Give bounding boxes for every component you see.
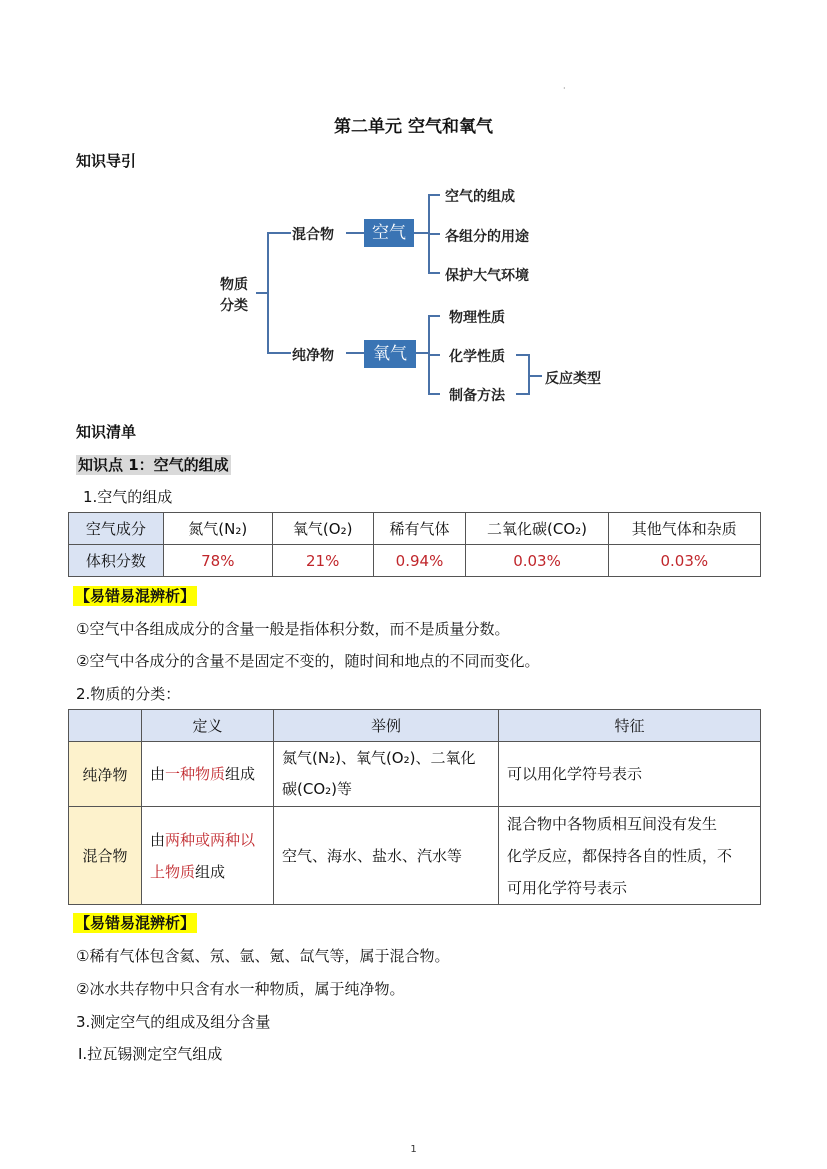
row-header-pure: 纯净物 (69, 742, 142, 807)
sub3-heading: 3.测定空气的组成及组分含量 (76, 1013, 271, 1031)
tip2-line2: ②冰水共存物中只含有水一种物质，属于纯净物。 (76, 980, 405, 998)
table-cell: 78% (163, 545, 272, 577)
table-cell: 其他气体和杂质 (608, 513, 760, 545)
air-composition-table (68, 512, 761, 577)
mixture-label: 混合物 (292, 227, 334, 243)
diagram-root (220, 275, 248, 317)
air-item-uses: 各组分的用途 (445, 229, 529, 245)
header-dot: · (563, 84, 566, 93)
oxygen-tick-3 (428, 393, 440, 395)
table-cell: 稀有气体 (373, 513, 466, 545)
point1-label: 知识点 1：空气的组成 (78, 456, 229, 474)
tip-label-2: 【易错易混辨析】 (75, 914, 196, 932)
table-row (69, 545, 761, 577)
table-cell: 0.03% (608, 545, 760, 577)
table-row (69, 710, 761, 742)
oxygen-connector (416, 352, 428, 354)
reaction-tick-1 (516, 354, 528, 356)
tip-label-1: 【易错易混辨析】 (75, 587, 196, 605)
table-cell: 0.03% (466, 545, 608, 577)
table-cell: 21% (272, 545, 373, 577)
table-header-cell: 体积分数 (69, 545, 164, 577)
mixture-example: 空气、海水、盐水、汽水等 (274, 807, 499, 905)
air-tick-2 (428, 233, 440, 235)
def-highlight: 一种物质 (165, 765, 226, 783)
tip1-line2: ②空气中各成分的含量不是固定不变的，随时间和地点的不同而变化。 (76, 652, 540, 670)
table-cell: 氧气(O₂) (272, 513, 373, 545)
mixture-branch (267, 232, 291, 234)
tip2-line1: ①稀有气体包含氦、氖、氩、氪、氙气等，属于混合物。 (76, 947, 450, 965)
pure-feature: 可以用化学符号表示 (499, 742, 761, 807)
sub3-1-heading: Ⅰ.拉瓦锡测定空气组成 (78, 1045, 223, 1063)
page-number: 1 (410, 1144, 417, 1155)
mixture-feature (499, 807, 761, 905)
tip-heading-1 (73, 585, 197, 606)
diagram-root-line1: 物质 (220, 277, 248, 293)
pure-definition (142, 742, 274, 807)
section-guide-heading: 知识导引 (76, 152, 137, 170)
table-cell: 氮气(N₂) (163, 513, 272, 545)
point1-heading (76, 454, 231, 475)
def-text: 组成 (195, 862, 226, 881)
air-box: 空气 (364, 219, 414, 247)
air-item-protection: 保护大气环境 (445, 268, 529, 284)
oxygen-item-physical: 物理性质 (449, 310, 505, 326)
air-tick-1 (428, 194, 440, 196)
table-cell: 二氧化碳(CO₂) (466, 513, 608, 545)
sub2-heading: 2.物质的分类： (76, 685, 181, 703)
def-text: 由 (150, 765, 166, 783)
reaction-type-label: 反应类型 (545, 371, 601, 387)
def-highlight: 上物质 (150, 862, 196, 881)
mixture-definition (142, 807, 274, 905)
oxygen-box: 氧气 (364, 340, 416, 368)
section-list-heading: 知识清单 (76, 423, 137, 441)
air-connector (414, 232, 428, 234)
reaction-tick-2 (516, 393, 528, 395)
example-line: 氮气(N₂)、氧气(O₂)、二氧化 (282, 749, 476, 767)
feature-line: 混合物中各物质相互间没有发生 (507, 814, 718, 833)
mixture-to-air-line (346, 232, 364, 234)
pure-to-oxygen-line (346, 352, 364, 354)
table-header-cell: 定义 (142, 710, 274, 742)
pure-label: 纯净物 (292, 348, 334, 364)
oxygen-item-preparation: 制备方法 (449, 388, 505, 404)
table-row (69, 513, 761, 545)
oxygen-tick-2 (428, 354, 440, 356)
page-title: 第二单元 空气和氧气 (334, 117, 493, 137)
air-tick-3 (428, 272, 440, 274)
diagram-root-line2: 分类 (220, 298, 248, 314)
table-header-cell: 特征 (499, 710, 761, 742)
table-header-cell: 举例 (274, 710, 499, 742)
table-row (69, 807, 761, 905)
air-item-composition: 空气的组成 (445, 189, 515, 205)
root-bracket (267, 232, 269, 354)
reaction-connector (528, 375, 542, 377)
example-line: 碳(CO₂)等 (282, 780, 352, 798)
table-cell: 0.94% (373, 545, 466, 577)
oxygen-tick-1 (428, 315, 440, 317)
pure-example (274, 742, 499, 807)
tip1-line1: ①空气中各组成成分的含量一般是指体积分数，而不是质量分数。 (76, 620, 510, 638)
classification-table (68, 709, 761, 905)
table-header-cell: 空气成分 (69, 513, 164, 545)
feature-line: 可用化学符号表示 (507, 878, 628, 897)
feature-line: 化学反应，都保持各自的性质，不 (507, 846, 733, 865)
row-header-mixture: 混合物 (69, 807, 142, 905)
def-text: 由 (150, 830, 166, 849)
table-corner-cell (69, 710, 142, 742)
table-row (69, 742, 761, 807)
pure-branch (267, 352, 291, 354)
tip-heading-2 (73, 912, 197, 933)
def-highlight: 两种或两种以 (165, 830, 256, 849)
oxygen-item-chemical: 化学性质 (449, 349, 505, 365)
sub1-heading: 1.空气的组成 (83, 488, 173, 506)
def-text: 组成 (225, 765, 256, 783)
